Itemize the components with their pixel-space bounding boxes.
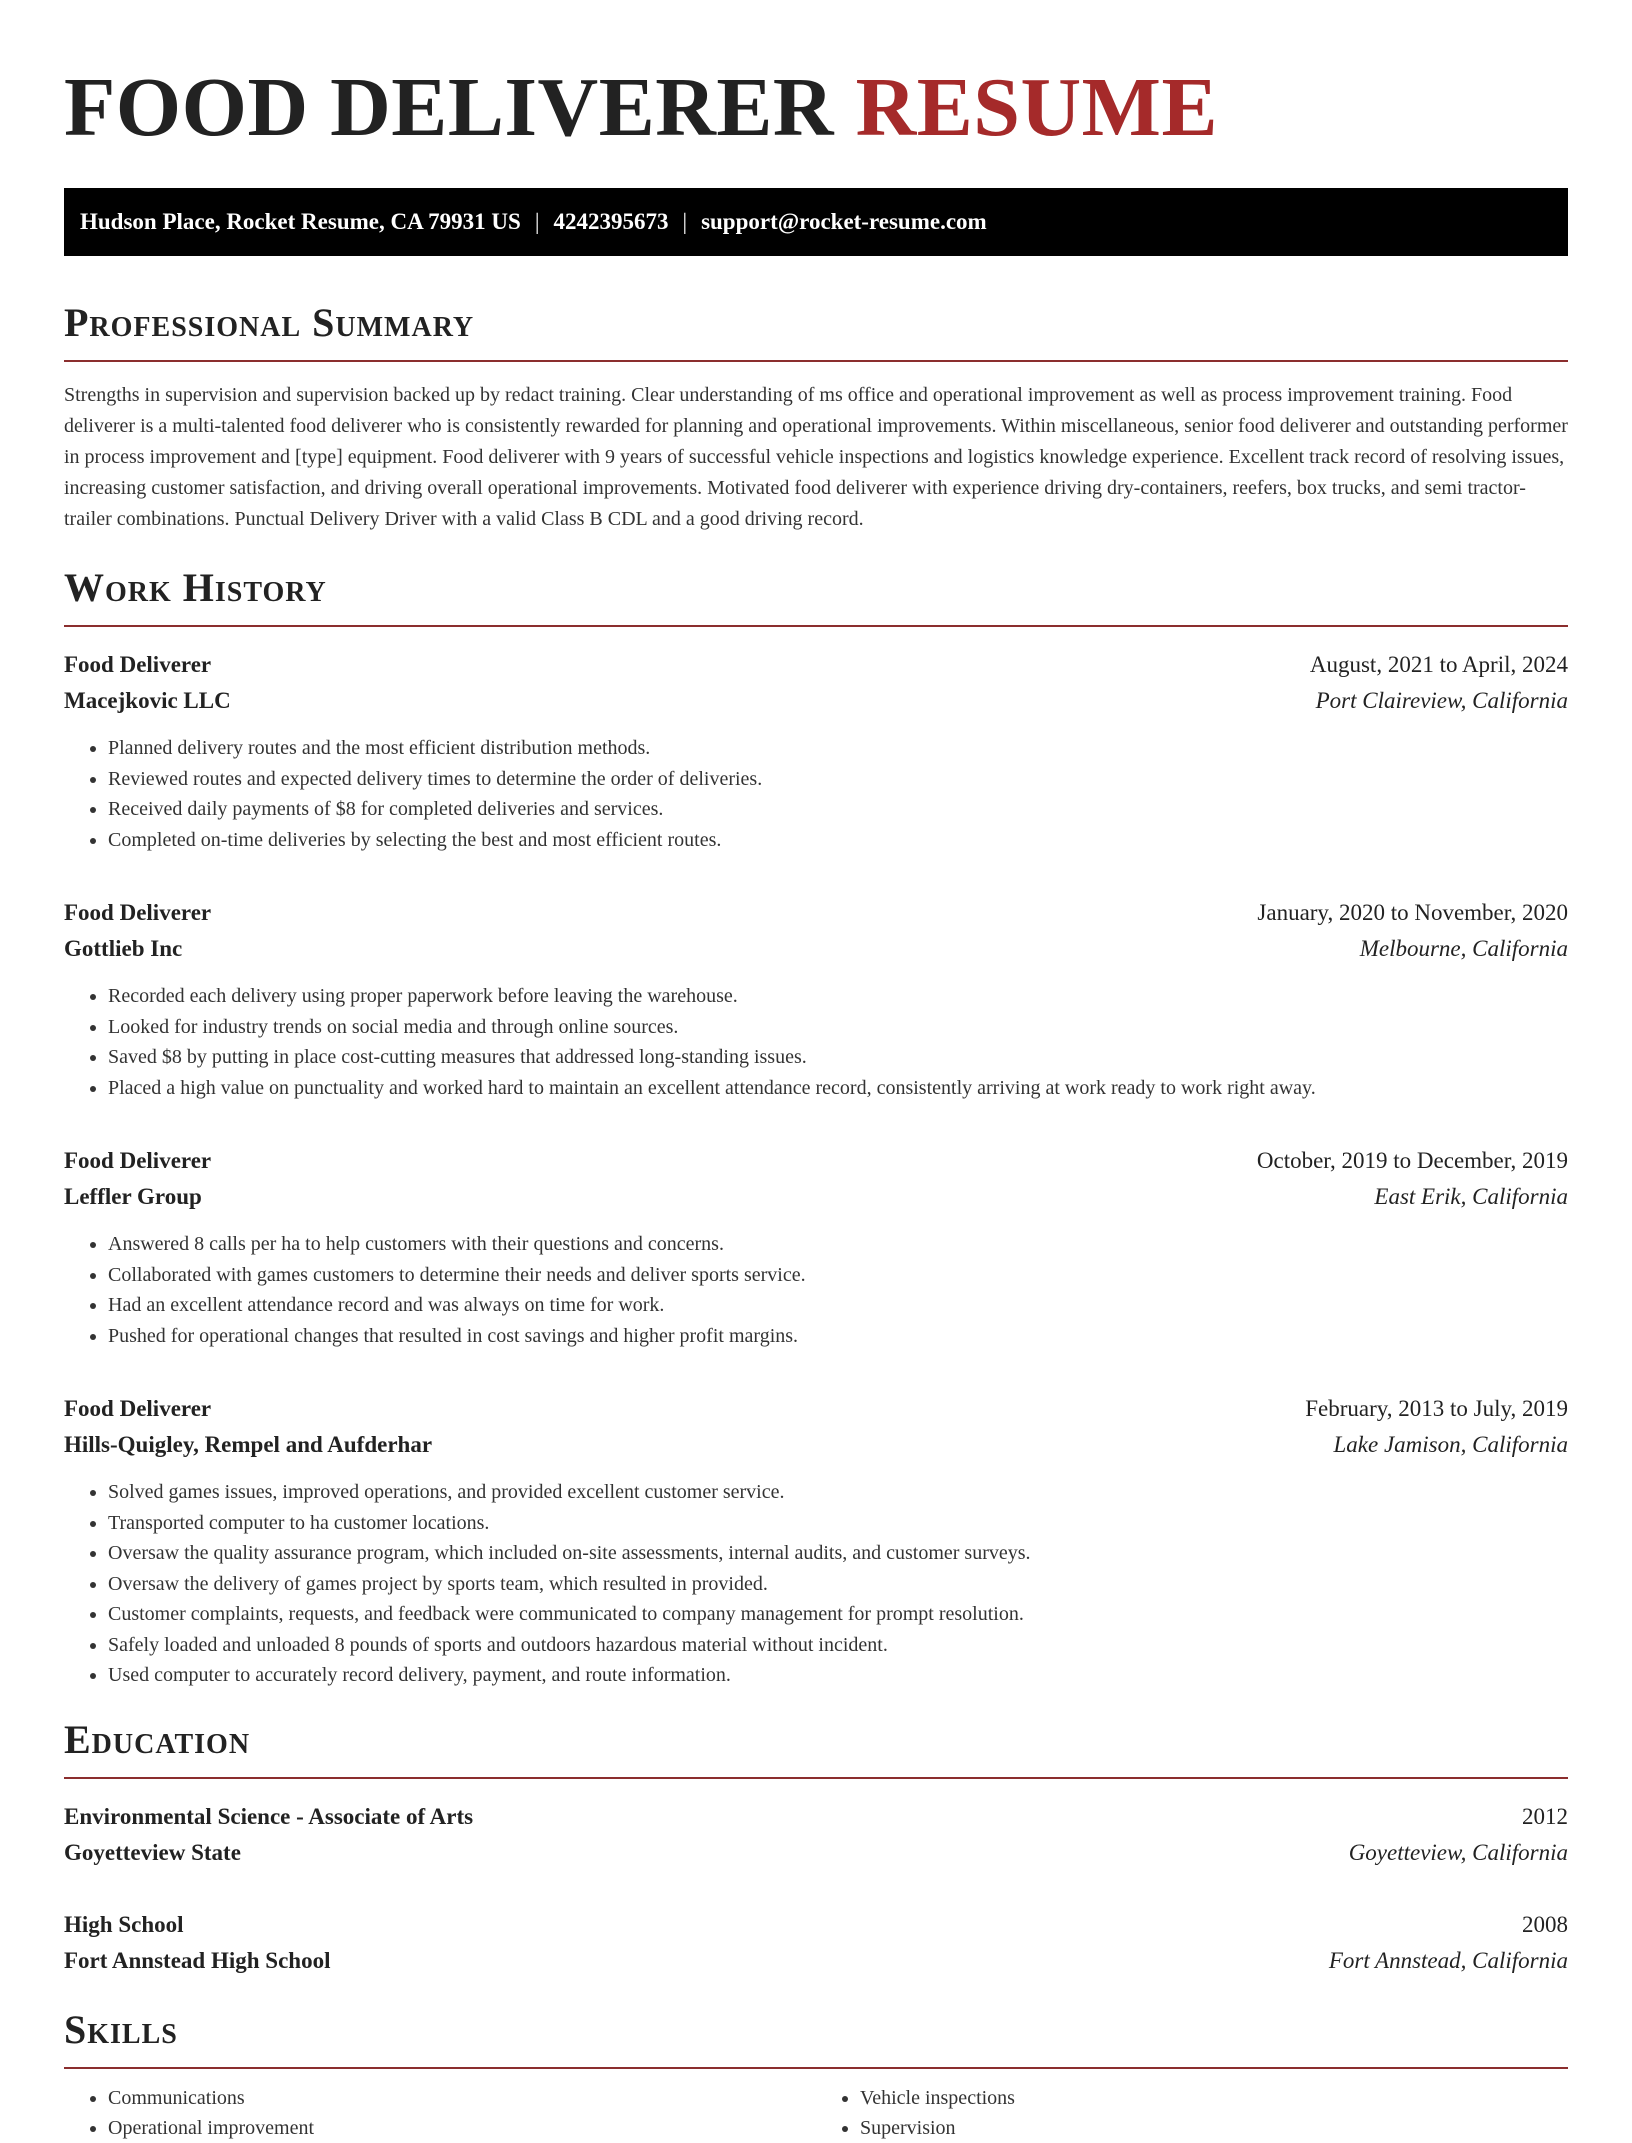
- job-header: [64, 647, 1568, 683]
- job-bullets: [64, 733, 1568, 855]
- skill-item: • Supervision: [860, 2113, 1568, 2143]
- education-year: 2012: [1522, 1803, 1568, 1829]
- job-entry: [64, 895, 1568, 1103]
- title-main: FOOD DELIVERER: [64, 61, 835, 154]
- skills-column-right: [816, 2083, 1568, 2143]
- job-bullet: • Completed on-time deliveries by selecting the best and most efficient routes.: [108, 825, 1568, 856]
- job-bullet: • Pushed for operational changes that resulted in cost savings and higher profit margins.: [108, 1321, 1568, 1352]
- skills-column-left: [64, 2083, 816, 2143]
- job-bullet: • Had an excellent attendance record and was always on time for work.: [108, 1290, 1568, 1321]
- job-bullets: [64, 1477, 1568, 1691]
- education-school-row: [64, 1943, 1568, 1979]
- job-location: East Erik, California: [1374, 1184, 1568, 1209]
- education-school: Fort Annstead High School: [64, 1947, 331, 1973]
- summary-text: Strengths in supervision and supervision backed up by redact training. Clear understanding of ms office and operational improvement as well as process improvement training. Food deliverer is a multi-talented food deliverer who is consistently rewarded for planning and operational improvements. Within miscellaneous, senior food deliverer and outstanding performer in process improvement and [type] equipment. Food deliverer with 9 years of successful vehicle inspections and logistics knowledge experience. Excellent track record of resolving issues, increasing customer satisfaction, and driving overall operational improvements. Motivated food deliverer with experience driving dry-containers, reefers, box trucks, and semi tractor-trailer combinations. Punctual Delivery Driver with a valid Class B CDL and a good driving record.: [64, 384, 1568, 530]
- title-accent: RESUME: [855, 61, 1218, 154]
- job-location: Lake Jamison, California: [1333, 1432, 1568, 1457]
- job-company: Gottlieb Inc: [64, 936, 183, 961]
- job-entry: [64, 1391, 1568, 1691]
- contact-separator: |: [682, 209, 688, 234]
- contact-email: support@rocket-resume.com: [701, 209, 987, 234]
- job-dates: August, 2021 to April, 2024: [1309, 652, 1568, 677]
- job-bullet: • Recorded each delivery using proper paperwork before leaving the warehouse.: [108, 981, 1568, 1012]
- job-company: Macejkovic LLC: [64, 688, 231, 713]
- job-bullet: • Received daily payments of $8 for completed deliveries and services.: [108, 794, 1568, 825]
- education-entry: [64, 1907, 1568, 1979]
- contact-separator: |: [534, 209, 540, 234]
- job-bullet: • Used computer to accurately record delivery, payment, and route information.: [108, 1660, 1568, 1691]
- job-entry: [64, 647, 1568, 855]
- job-bullet: • Solved games issues, improved operations, and provided excellent customer service.: [108, 1477, 1568, 1508]
- education-year: 2008: [1522, 1911, 1568, 1937]
- job-location: Port Claireview, California: [1315, 688, 1568, 713]
- job-title: Food Deliverer: [64, 1396, 212, 1421]
- job-company: Leffler Group: [64, 1184, 202, 1209]
- page-title: [64, 56, 1568, 156]
- job-bullet: • Answered 8 calls per ha to help customers with their questions and concerns.: [108, 1229, 1568, 1260]
- job-bullet: • Placed a high value on punctuality and worked hard to maintain an excellent attendance record, consistently arriving at work ready to work right away.: [108, 1073, 1568, 1104]
- education-location: Goyetteview, California: [1348, 1839, 1568, 1865]
- education-heading: Education: [64, 1716, 251, 1762]
- job-company: Hills-Quigley, Rempel and Aufderhar: [64, 1432, 433, 1457]
- section-divider: [64, 625, 1568, 627]
- education-header: [64, 1799, 1568, 1835]
- skill-item: • Operational improvement: [108, 2113, 816, 2143]
- job-company-row: [64, 931, 1568, 967]
- education-school-row: [64, 1835, 1568, 1871]
- education-degree: High School: [64, 1911, 184, 1937]
- contact-phone: 4242395673: [553, 209, 669, 234]
- skills-list: [64, 2083, 1568, 2143]
- job-bullets: [64, 1229, 1568, 1351]
- skill-item: • Vehicle inspections: [860, 2083, 1568, 2114]
- job-dates: January, 2020 to November, 2020: [1257, 900, 1568, 925]
- job-bullet: • Saved $8 by putting in place cost-cutting measures that addressed long-standing issues.: [108, 1042, 1568, 1073]
- job-header: [64, 1391, 1568, 1427]
- job-bullets: [64, 981, 1568, 1103]
- job-location: Melbourne, California: [1359, 936, 1568, 961]
- job-entry: [64, 1143, 1568, 1351]
- work-heading: Work History: [64, 565, 327, 610]
- job-title: Food Deliverer: [64, 900, 212, 925]
- contact-address: Hudson Place, Rocket Resume, CA 79931 US: [80, 209, 521, 234]
- job-bullet: • Collaborated with games customers to determine their needs and deliver sports service.: [108, 1260, 1568, 1291]
- section-divider: [64, 360, 1568, 362]
- education-header: [64, 1907, 1568, 1943]
- job-company-row: [64, 683, 1568, 719]
- job-bullet: • Safely loaded and unloaded 8 pounds of sports and outdoors hazardous material without incident.: [108, 1630, 1568, 1661]
- job-dates: February, 2013 to July, 2019: [1305, 1396, 1568, 1421]
- education-entry: [64, 1799, 1568, 1871]
- job-header: [64, 895, 1568, 931]
- section-divider: [64, 1777, 1568, 1779]
- job-company-row: [64, 1427, 1568, 1463]
- contact-bar: [64, 188, 1568, 256]
- education-degree: Environmental Science - Associate of Arts: [64, 1803, 474, 1829]
- summary-heading: Professional Summary: [64, 300, 475, 345]
- skill-item: • Communications: [108, 2083, 816, 2114]
- job-header: [64, 1143, 1568, 1179]
- job-title: Food Deliverer: [64, 1148, 212, 1173]
- job-title: Food Deliverer: [64, 652, 212, 677]
- job-bullet: • Transported computer to ha customer locations.: [108, 1508, 1568, 1539]
- education-school: Goyetteview State: [64, 1839, 241, 1865]
- skills-heading: Skills: [64, 2006, 178, 2052]
- job-bullet: • Planned delivery routes and the most efficient distribution methods.: [108, 733, 1568, 764]
- job-bullet: • Looked for industry trends on social media and through online sources.: [108, 1012, 1568, 1043]
- job-dates: October, 2019 to December, 2019: [1256, 1148, 1568, 1173]
- job-bullet: • Oversaw the delivery of games project by sports team, which resulted in provided.: [108, 1569, 1568, 1600]
- job-bullet: • Customer complaints, requests, and feedback were communicated to company management for prompt resolution.: [108, 1599, 1568, 1630]
- job-bullet: • Oversaw the quality assurance program, which included on-site assessments, internal audits, and customer surveys.: [108, 1538, 1568, 1569]
- job-company-row: [64, 1179, 1568, 1215]
- job-bullet: • Reviewed routes and expected delivery times to determine the order of deliveries.: [108, 764, 1568, 795]
- education-location: Fort Annstead, California: [1328, 1947, 1568, 1973]
- section-divider: [64, 2067, 1568, 2069]
